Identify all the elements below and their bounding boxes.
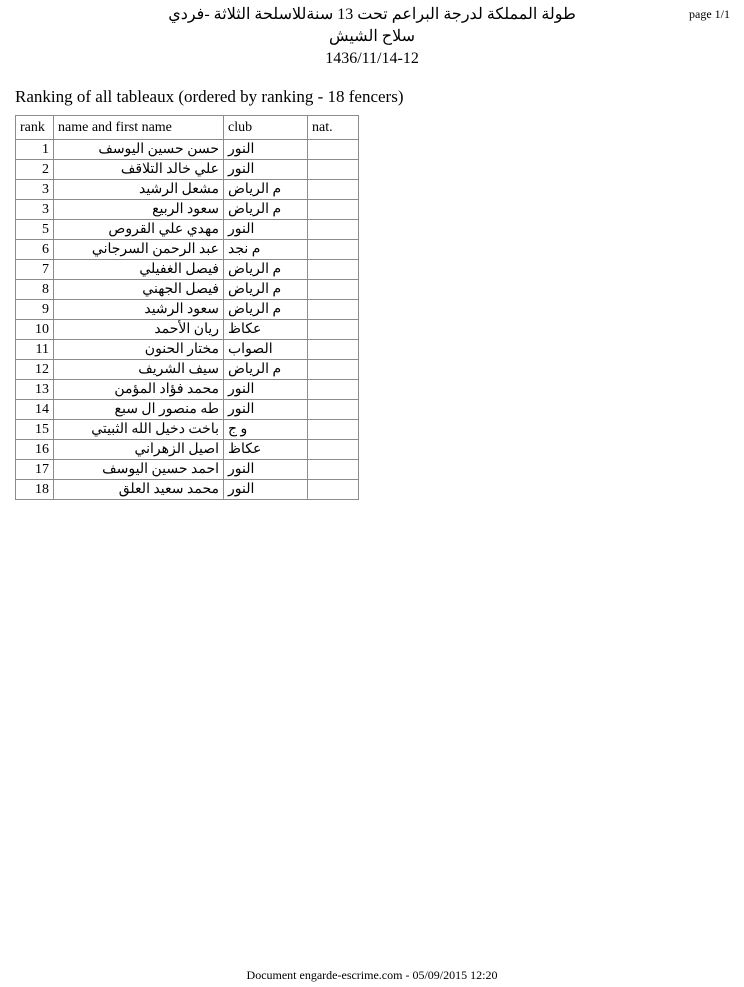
fencer-name-cell: سعود الربيع [54,200,224,220]
table-row [16,320,359,340]
rank-cell: 10 [16,320,54,340]
fencer-name-cell: طه منصور ال سبع [54,400,224,420]
nationality-cell [308,280,359,300]
fencer-name-cell: مشعل الرشيد [54,180,224,200]
club-name: م الرياض [228,302,282,317]
column-header-rank: rank [16,116,54,140]
fencer-name-cell: محمد فؤاد المؤمن [54,380,224,400]
club-cell [224,220,308,240]
table-row [16,400,359,420]
fencer-name-cell: باخت دخيل الله الثبيتي [54,420,224,440]
rank-cell: 15 [16,420,54,440]
weapon-subtitle: سلاح الشيش [328,28,416,45]
rank-cell: 11 [16,340,54,360]
club-cell [224,480,308,500]
nationality-cell [308,160,359,180]
table-row [16,280,359,300]
club-cell [224,160,308,180]
rank-cell: 7 [16,260,54,280]
rank-cell: 6 [16,240,54,260]
club-name: النور [228,222,255,237]
club-cell [224,360,308,380]
club-name: النور [228,402,255,417]
rank-cell: 2 [16,160,54,180]
fencer-name-cell: عبد الرحمن السرجاني [54,240,224,260]
club-name: م نجد [228,242,261,257]
club-cell [224,200,308,220]
nationality-cell [308,320,359,340]
column-header-name: name and first name [54,116,224,140]
club-name: و ج [228,422,248,437]
rank-cell: 12 [16,360,54,380]
club-cell [224,420,308,440]
rank-cell: 14 [16,400,54,420]
table-row [16,340,359,360]
club-name: م الرياض [228,362,282,377]
fencer-name-cell: فيصل الجهني [54,280,224,300]
club-cell [224,440,308,460]
nationality-cell [308,200,359,220]
fencer-name-cell: مختار الحنون [54,340,224,360]
nationality-cell [308,260,359,280]
club-cell [224,140,308,160]
rank-cell: 5 [16,220,54,240]
nationality-cell [308,380,359,400]
club-name: م الرياض [228,262,282,277]
club-name: النور [228,382,255,397]
rank-cell: 16 [16,440,54,460]
table-row [16,200,359,220]
table-row [16,300,359,320]
table-row [16,240,359,260]
fencer-name-cell: علي خالد التلاقف [54,160,224,180]
fencer-name-cell: اصيل الزهراني [54,440,224,460]
club-name: النور [228,142,255,157]
club-name: النور [228,482,255,497]
ranking-section-title: Ranking of all tableaux (ordered by ranking - 18 fencers) [15,87,404,106]
club-cell [224,380,308,400]
table-header-row [16,116,359,140]
rank-cell: 13 [16,380,54,400]
fencer-name-cell: احمد حسين اليوسف [54,460,224,480]
nationality-cell [308,440,359,460]
document-footer: Document engarde-escrime.com - 05/09/2015 12:20 [246,968,498,982]
club-cell [224,320,308,340]
club-cell [224,280,308,300]
column-header-nat: nat. [308,116,359,140]
club-name: النور [228,462,255,477]
table-row [16,360,359,380]
rank-cell: 3 [16,200,54,220]
nationality-cell [308,220,359,240]
column-header-club: club [224,116,308,140]
nationality-cell [308,480,359,500]
rank-cell: 8 [16,280,54,300]
fencer-name-cell: حسن حسين اليوسف [54,140,224,160]
table-row [16,440,359,460]
nationality-cell [308,420,359,440]
fencer-name-cell: محمد سعيد العلق [54,480,224,500]
table-row [16,460,359,480]
club-cell [224,180,308,200]
club-cell [224,460,308,480]
club-name: عكاظ [228,322,262,337]
table-row [16,160,359,180]
club-cell [224,240,308,260]
table-row [16,420,359,440]
ranking-table [15,115,359,500]
club-cell [224,340,308,360]
rank-cell: 3 [16,180,54,200]
club-cell [224,300,308,320]
nationality-cell [308,240,359,260]
club-name: النور [228,162,255,177]
document-header [0,4,744,70]
table-row [16,180,359,200]
club-name: م الرياض [228,182,282,197]
competition-date: 1436/11/14-12 [325,50,419,67]
nationality-cell [308,140,359,160]
competition-title: طولة المملكة لدرجة البراعم تحت 13 سنةللاسلحة الثلاثة -فردي [168,6,576,23]
table-row [16,380,359,400]
table-row [16,260,359,280]
table-row [16,140,359,160]
nationality-cell [308,400,359,420]
nationality-cell [308,460,359,480]
rank-cell: 1 [16,140,54,160]
fencer-name-cell: فيصل الغفيلي [54,260,224,280]
page-number: page 1/1 [689,7,730,21]
club-cell [224,260,308,280]
club-name: م الرياض [228,202,282,217]
fencer-name-cell: مهدي علي القروص [54,220,224,240]
club-name: الصواب [228,342,273,357]
club-cell [224,400,308,420]
nationality-cell [308,300,359,320]
fencer-name-cell: ريان الأحمد [54,320,224,340]
club-name: م الرياض [228,282,282,297]
nationality-cell [308,180,359,200]
rank-cell: 18 [16,480,54,500]
rank-cell: 17 [16,460,54,480]
nationality-cell [308,340,359,360]
ranking-table-body [16,140,359,500]
fencer-name-cell: سيف الشريف [54,360,224,380]
fencer-name-cell: سعود الرشيد [54,300,224,320]
table-row [16,220,359,240]
nationality-cell [308,360,359,380]
club-name: عكاظ [228,442,262,457]
table-row [16,480,359,500]
rank-cell: 9 [16,300,54,320]
